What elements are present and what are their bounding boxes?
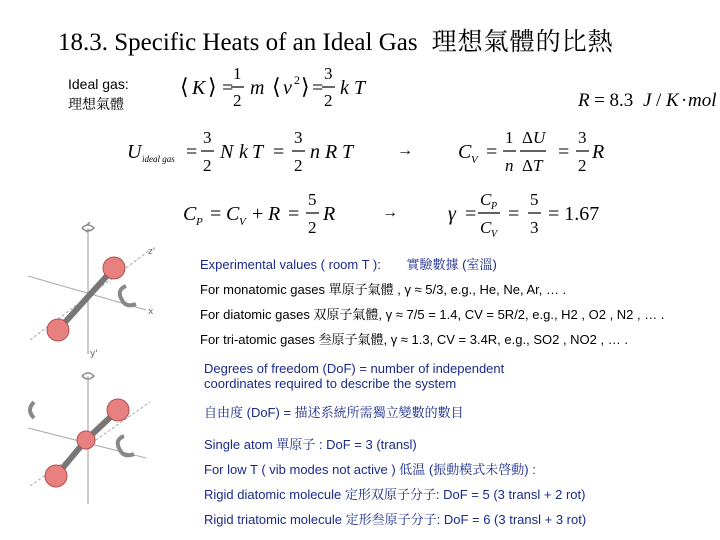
svg-text:=: = (222, 77, 234, 99)
atom (47, 319, 69, 341)
svg-text:J: J (643, 90, 652, 111)
svg-text:R: R (578, 90, 590, 111)
svg-text:n: n (310, 141, 320, 163)
title-main: 18.3. Specific Heats of an Ideal Gas (58, 29, 418, 56)
svg-text:=: = (312, 77, 324, 99)
svg-text:n: n (505, 156, 514, 175)
svg-text:=: = (210, 203, 222, 225)
svg-text:2: 2 (294, 73, 300, 87)
svg-text:= 8.3: = 8.3 (594, 90, 634, 111)
svg-text:P: P (491, 201, 498, 212)
svg-text:=: = (486, 141, 498, 163)
cv-equation (458, 128, 604, 175)
svg-text:P: P (196, 216, 203, 228)
y-axis-label: y' (90, 349, 98, 359)
svg-text:K: K (192, 77, 206, 99)
svg-text:=: = (465, 203, 477, 225)
dof-rigid-triatomic: Rigid triatomic molecule 定形叁原子分子: DoF = 6 (3 transl + 3 rot) (204, 512, 587, 527)
svg-text:⟨: ⟨ (272, 74, 281, 99)
dof-rigid-diatomic: Rigid diatomic molecule 定形双原子分子: DoF = 5 (3 transl + 2 rot) (204, 487, 586, 502)
arrow-1: → (397, 142, 413, 159)
svg-text:=: = (558, 141, 570, 163)
svg-text:V: V (471, 154, 478, 166)
svg-text:γ: γ (448, 203, 456, 225)
svg-text:3: 3 (530, 218, 539, 237)
triatomic-rotation-diagram (20, 372, 170, 512)
svg-text:+: + (252, 203, 264, 225)
gas-constant-equation (577, 90, 717, 111)
svg-text:5: 5 (530, 190, 539, 209)
experimental-header (200, 254, 497, 273)
svg-text:R: R (325, 141, 338, 163)
bond (58, 268, 114, 330)
svg-text:=: = (508, 203, 520, 225)
svg-text:3: 3 (324, 64, 333, 83)
arrow-2: → (382, 204, 398, 221)
rotation-arrow-icon-left (30, 402, 34, 418)
diatomic-rotation-diagram (20, 222, 170, 362)
svg-text:T: T (252, 141, 264, 163)
svg-text:mol: mol (688, 90, 717, 111)
svg-text:= 1.67: = 1.67 (548, 203, 600, 225)
gamma-equation (448, 190, 599, 240)
experimental-header-en: Experimental values ( room T ): (200, 257, 381, 272)
dof-definition-line2: coordinates required to describe the system (204, 376, 457, 391)
svg-text:U: U (127, 141, 142, 163)
svg-text:3: 3 (203, 128, 212, 147)
svg-text:k: k (340, 77, 349, 99)
svg-text:=: = (273, 141, 285, 163)
svg-text:K: K (666, 90, 679, 111)
dof-low-temperature: For low T ( vib modes not active ) 低温 (振動模式未啓動) : (204, 462, 536, 477)
svg-text:C: C (480, 218, 492, 237)
svg-text:V: V (239, 216, 246, 228)
kinetic-energy-equation (180, 64, 367, 110)
svg-text:T: T (342, 141, 354, 163)
svg-text:C: C (226, 203, 240, 225)
svg-text:/: / (656, 90, 662, 111)
monatomic-line: For monatomic gases 單原子氣體 , γ ≈ 5/3, e.g., He, Ne, Ar, … . (200, 282, 567, 297)
svg-text:R: R (268, 203, 281, 225)
svg-text:2: 2 (308, 218, 317, 237)
svg-text:⟨: ⟨ (180, 74, 189, 99)
svg-text:T: T (354, 77, 366, 99)
svg-text:ideal gas: ideal gas (142, 154, 175, 164)
svg-text:3: 3 (578, 128, 587, 147)
equations-block (0, 0, 720, 250)
svg-text:v: v (283, 77, 292, 99)
svg-text:1: 1 (233, 64, 242, 83)
experimental-header-zh: 實驗數據 (室溫) (406, 257, 497, 272)
rotation-arrow-icon-side (120, 286, 136, 305)
cp-equation (183, 190, 335, 237)
dof-single-atom: Single atom 單原子 : DoF = 3 (transl) (204, 437, 417, 452)
rotation-arrow-icon-top (82, 222, 94, 232)
svg-text:Δ: Δ (522, 156, 533, 175)
internal-energy-equation (127, 128, 355, 175)
svg-text:U: U (533, 128, 546, 147)
svg-text:⟩: ⟩ (208, 74, 217, 99)
svg-text:5: 5 (308, 190, 317, 209)
svg-text:3: 3 (294, 128, 303, 147)
ideal-gas-label-zh: 理想氣體 (68, 96, 124, 112)
svg-text:T: T (533, 156, 543, 175)
atom (107, 399, 129, 421)
svg-text:=: = (288, 203, 300, 225)
triatomic-line: For tri-atomic gases 叁原子氣體, γ ≈ 1.3, CV = 3.4R, e.g., SO2 , NO2 , … . (200, 332, 628, 347)
svg-text:C: C (458, 141, 472, 163)
atom (103, 257, 125, 279)
svg-text:=: = (186, 141, 198, 163)
dof-definition-line1: Degrees of freedom (DoF) = number of independent (204, 361, 505, 376)
title-cjk: 理想氣體的比熱 (431, 27, 614, 56)
svg-text:2: 2 (233, 91, 242, 110)
z-axis-label: z' (148, 247, 156, 257)
svg-text:·: · (681, 90, 688, 111)
svg-text:2: 2 (294, 156, 303, 175)
dof-definition-zh: 自由度 (DoF) = 描述系統所需獨立變數的數目 (204, 405, 464, 420)
svg-text:2: 2 (578, 156, 587, 175)
svg-text:Δ: Δ (522, 128, 533, 147)
svg-text:m: m (250, 77, 265, 99)
ideal-gas-label: Ideal gas: (68, 76, 129, 92)
svg-text:1: 1 (505, 128, 514, 147)
svg-text:V: V (491, 229, 498, 240)
svg-text:C: C (480, 190, 492, 209)
svg-text:2: 2 (324, 91, 333, 110)
svg-text:2: 2 (203, 156, 212, 175)
svg-text:N: N (220, 141, 234, 163)
svg-text:k: k (239, 141, 248, 163)
diatomic-line: For diatomic gases 双原子氣體, γ ≈ 7/5 = 1.4, CV = 5R/2, e.g., H2 , O2 , N2 , … . (200, 307, 665, 322)
x-axis-label: x (148, 307, 154, 317)
svg-text:R: R (323, 203, 336, 225)
svg-text:C: C (183, 203, 197, 225)
svg-text:⟩: ⟩ (301, 74, 310, 99)
atom (77, 431, 95, 449)
svg-text:R: R (592, 141, 605, 163)
atom (45, 465, 67, 487)
